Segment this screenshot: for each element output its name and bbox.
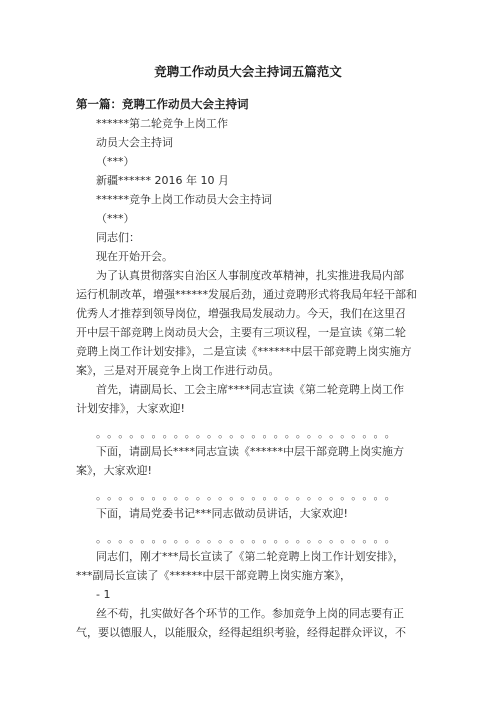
body-line: 同志们： [96, 231, 140, 244]
dotted-separator: 。。。。。。。。。。。。。。。。。。。。。。。。。。。 [96, 489, 402, 502]
dotted-separator: 。。。。。。。。。。。。。。。。。。。。。。。。。。。 [96, 427, 402, 440]
body-line: ******竞争上岗工作动员大会主持词 [96, 193, 272, 206]
body-line: 新疆****** 2016 年 10 月 [96, 174, 229, 187]
body-line: ***副局长宣读了《******中层干部竞聘上岗实施方案》， [76, 569, 351, 582]
body-line: 案》，三是对开展竞争上岗工作进行动员。 [76, 364, 280, 377]
body-line: ******第二轮竞争上岗工作 [96, 117, 228, 130]
body-line: 下面，请局党委书记***同志做动员讲话，大家欢迎! [96, 507, 348, 520]
body-line: 为了认真贯彻落实自治区人事制度改革精神，扎实推进我局内部 [96, 269, 404, 282]
body-line: （***） [96, 212, 135, 225]
page-number: - 1 [96, 588, 111, 601]
document-title: 竞聘工作动员大会主持词五篇范文 [154, 64, 342, 79]
body-line: 现在开始开会。 [96, 250, 173, 263]
body-line: 丝不苟，扎实做好各个环节的工作。参加竞争上岗的同志要有正 [96, 607, 404, 620]
body-line: 运行机制改革，增强******发展后劲，通过竞聘形式将我局年轻干部和 [76, 288, 417, 301]
body-line: 优秀人才推荐到领导岗位，增强我局发展动力。今天，我们在这里召 [76, 307, 406, 320]
dotted-separator: 。。。。。。。。。。。。。。。。。。。。。。。。。。。 [96, 532, 402, 545]
body-line: 气，要以德服人，以能服众，经得起组织考验，经得起群众评议，不 [76, 626, 406, 639]
body-line: 首先，请副局长、工会主席****同志宣读《第二轮竞聘上岗工作 [96, 383, 404, 396]
body-line: 同志们，刚才***局长宣读了《第二轮竞聘上岗工作计划安排》， [96, 550, 404, 563]
body-line: 开中层干部竞聘上岗动员大会，主要有三项议程，一是宣读《第二轮 [76, 326, 406, 339]
body-line: 动员大会主持词 [96, 136, 173, 149]
section-heading: 第一篇：竞聘工作动员大会主持词 [76, 97, 249, 111]
body-line: 案》，大家欢迎! [76, 464, 152, 477]
body-line: 下面，请副局长****同志宣读《******中层干部竞聘上岗实施方 [96, 445, 404, 458]
body-line: 计划安排》，大家欢迎! [76, 402, 185, 415]
body-line: 竞聘上岗工作计划安排》，二是宣读《******中层干部竞聘上岗实施方 [76, 345, 412, 358]
body-line: （***） [96, 155, 135, 168]
